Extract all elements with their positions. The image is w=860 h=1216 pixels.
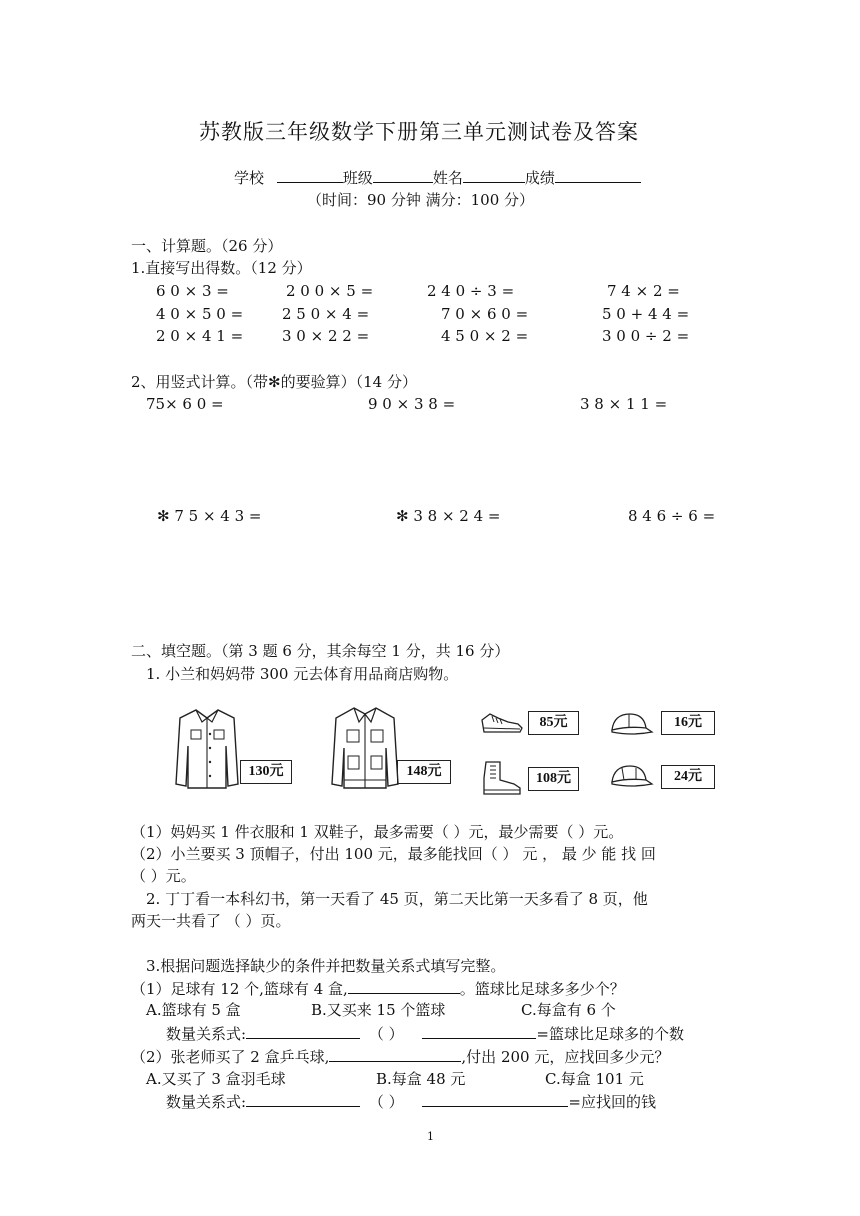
- time-info: （时间：90 分钟 满分：100 分）: [307, 191, 535, 209]
- price-tag-cap-2: 24元: [661, 765, 715, 789]
- price-tag-boots: 108元: [528, 767, 579, 791]
- name-label: 姓名: [432, 169, 463, 187]
- q3-sub2-blank[interactable]: [329, 1046, 461, 1062]
- relation-label: 数量关系式:: [166, 1025, 247, 1043]
- vertical-calc: 8 4 6 ÷ 6 =: [628, 507, 716, 525]
- vertical-calc: 9 0 × 3 8 =: [368, 395, 456, 413]
- vertical-calc: 75× 6 0 =: [146, 395, 224, 413]
- relation-blank[interactable]: [422, 1091, 568, 1107]
- section2-heading: 二、填空题。（第 3 题 6 分，其余每空 1 分，共 16 分）: [131, 642, 510, 660]
- oral-calc: 3 0 0 ÷ 2 =: [602, 327, 690, 345]
- oral-calc: 2 5 0 × 4 =: [282, 305, 370, 323]
- price-tag-jacket: 148元: [397, 760, 451, 784]
- school-blank[interactable]: [277, 167, 343, 183]
- option: B.每盒 48 元: [376, 1070, 466, 1088]
- option: A.又买了 3 盒羽毛球: [146, 1070, 286, 1088]
- q1-sub1: （1）妈妈买 1 件衣服和 1 双鞋子，最多需要（ ）元，最少需要（ ）元。: [131, 823, 624, 841]
- oral-calc: 7 4 × 2 =: [607, 282, 680, 300]
- option: C.每盒有 6 个: [521, 1001, 616, 1019]
- name-blank[interactable]: [463, 167, 525, 183]
- q2-line2: 两天一共看了 （ ）页。: [131, 912, 291, 930]
- q3-sub2-question: [131, 1046, 669, 1067]
- school-label: 学校: [234, 169, 265, 187]
- relation-blank[interactable]: [246, 1091, 360, 1107]
- relation-result: =篮球比足球多的个数: [536, 1025, 684, 1043]
- operator-paren[interactable]: （ ）: [368, 1025, 404, 1043]
- info-line: [234, 167, 641, 188]
- shirt-icon: [172, 706, 242, 790]
- shop-illustration: [160, 700, 740, 800]
- option: C.每盒 101 元: [545, 1070, 644, 1088]
- relation-line-1: [166, 1023, 684, 1044]
- oral-calc: 2 0 0 × 5 =: [286, 282, 374, 300]
- relation-blank[interactable]: [422, 1023, 536, 1039]
- q3-sub1-question: [131, 978, 625, 999]
- q2-line1: 2. 丁丁看一本科幻书，第一天看了 45 页，第二天比第一天多看了 8 页，他: [146, 890, 648, 908]
- class-label: 班级: [342, 169, 373, 187]
- option: A.篮球有 5 盒: [146, 1001, 241, 1019]
- oral-calc: 6 0 × 3 =: [156, 282, 229, 300]
- oral-calc: 2 0 × 4 1 =: [156, 327, 244, 345]
- cap-icon: [608, 762, 654, 790]
- operator-paren[interactable]: （ ）: [368, 1093, 404, 1111]
- oral-calc: 4 5 0 × 2 =: [441, 327, 529, 345]
- price-tag-sneakers: 85元: [528, 711, 579, 735]
- relation-line-2: [166, 1091, 656, 1112]
- vertical-calc: ✻ 3 8 × 2 4 =: [396, 507, 501, 525]
- oral-calc: 3 0 × 2 2 =: [282, 327, 370, 345]
- q3-sub1-text-a: （1）足球有 12 个,篮球有 4 盒,: [131, 980, 348, 998]
- section1-heading: 一、计算题。（26 分）: [131, 237, 283, 255]
- class-blank[interactable]: [373, 167, 433, 183]
- price-tag-shirt: 130元: [240, 760, 292, 784]
- relation-blank[interactable]: [246, 1023, 360, 1039]
- score-label: 成绩: [524, 169, 555, 187]
- price-tag-cap-1: 16元: [661, 711, 715, 735]
- q1-intro: 1. 小兰和妈妈带 300 元去体育用品商店购物。: [146, 665, 459, 683]
- oral-calc: 5 0 + 4 4 =: [602, 305, 690, 323]
- q1-sub2-line1: （2）小兰要买 3 顶帽子，付出 100 元，最多能找回（ ） 元 ， 最 少 能 找 回: [131, 845, 656, 863]
- q2-heading: 2、用竖式计算。（带✻的要验算）（14 分）: [131, 373, 417, 391]
- vertical-calc: 3 8 × 1 1 =: [580, 395, 668, 413]
- vertical-calc: ✻ 7 5 × 4 3 =: [157, 507, 262, 525]
- jacket-icon: [328, 704, 402, 790]
- score-blank[interactable]: [555, 167, 641, 183]
- boots-icon: [480, 758, 526, 798]
- oral-calc: 7 0 × 6 0 =: [441, 305, 529, 323]
- q1-sub2-line2: （ ）元。: [131, 867, 196, 885]
- q3-sub1-blank[interactable]: [348, 978, 460, 994]
- q3-sub2-text-b: ,付出 200 元，应找回多少元？: [461, 1048, 670, 1066]
- q3-sub2-text-a: （2）张老师买了 2 盒乒乓球,: [131, 1048, 330, 1066]
- option: B.又买来 15 个篮球: [311, 1001, 446, 1019]
- q1-heading: 1.直接写出得数。（12 分）: [131, 259, 312, 277]
- page-title: 苏教版三年级数学下册第三单元测试卷及答案: [199, 120, 639, 144]
- relation-result: =应找回的钱: [568, 1093, 656, 1111]
- cap-icon: [608, 710, 654, 738]
- q3-sub1-text-b: 。篮球比足球多多少个？: [459, 980, 625, 998]
- sneakers-icon: [480, 710, 526, 736]
- page-number: 1: [427, 1130, 434, 1143]
- q3-heading: 3.根据问题选择缺少的条件并把数量关系式填写完整。: [146, 957, 506, 975]
- oral-calc: 2 4 0 ÷ 3 =: [427, 282, 515, 300]
- oral-calc: 4 0 × 5 0 =: [156, 305, 244, 323]
- relation-label: 数量关系式:: [166, 1093, 247, 1111]
